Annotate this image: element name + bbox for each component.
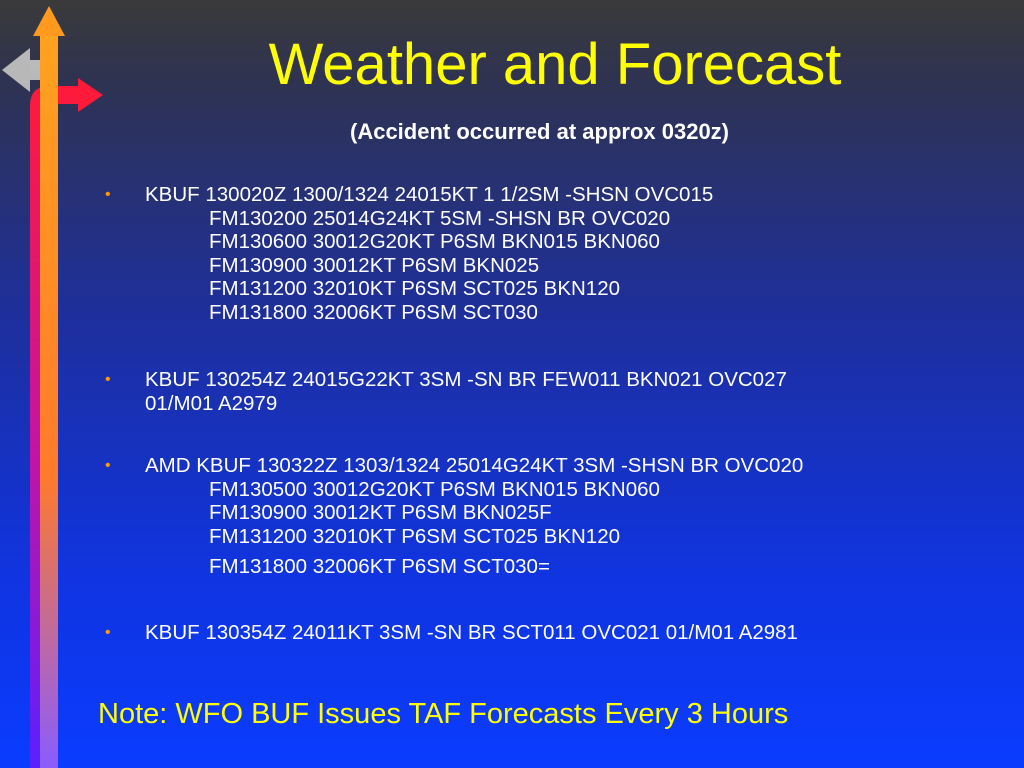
bullet-line: AMD KBUF 130322Z 1303/1324 25014G24KT 3SM -SHSN BR OVC020 [145, 454, 804, 477]
bullet-line: KBUF 130354Z 24011KT 3SM -SN BR SCT011 OVC021 01/M01 A2981 [145, 621, 798, 644]
bullet-line: FM130900 30012KT P6SM BKN025 [209, 253, 540, 277]
bullet-line: KBUF 130020Z 1300/1324 24015KT 1 1/2SM -SHSN OVC015 [145, 183, 714, 206]
slide-title: Weather and Forecast [268, 32, 842, 97]
bullet-line: FM130500 30012G20KT P6SM BKN015 BKN060 [209, 477, 660, 501]
bullet-dot-icon: • [105, 371, 111, 388]
bullet-line: KBUF 130254Z 24015G22KT 3SM -SN BR FEW011 BKN021 OVC027 [145, 368, 787, 391]
bullet-line: FM130200 25014G24KT 5SM -SHSN BR OVC020 [209, 206, 671, 230]
bullet-line: 01/M01 A2979 [145, 391, 278, 415]
bullet-line: FM130600 30012G20KT P6SM BKN015 BKN060 [209, 230, 660, 253]
slide-subtitle: (Accident occurred at approx 0320z) [350, 119, 730, 144]
bullet-line: FM131800 32006KT P6SM SCT030= [209, 555, 550, 578]
slide-note: Note: WFO BUF Issues TAF Forecasts Every 3 Hours [98, 698, 789, 730]
bullet-line: FM130900 30012KT P6SM BKN025F [209, 501, 552, 524]
bullet-line: FM131200 32010KT P6SM SCT025 BKN120 [209, 524, 621, 548]
bullet-metar-0254 [105, 368, 787, 415]
bullet-line: FM131200 32010KT P6SM SCT025 BKN120 [209, 277, 621, 300]
bullet-taf-amended [105, 454, 803, 579]
bullet-dot-icon: • [105, 624, 111, 641]
bullet-line: FM131800 32006KT P6SM SCT030 [209, 300, 538, 324]
bullet-dot-icon: • [105, 457, 111, 474]
bullet-taf-initial [105, 183, 713, 324]
bullet-dot-icon: • [105, 186, 111, 203]
bullet-metar-0354 [105, 621, 798, 645]
arrow-decoration [0, 0, 110, 768]
